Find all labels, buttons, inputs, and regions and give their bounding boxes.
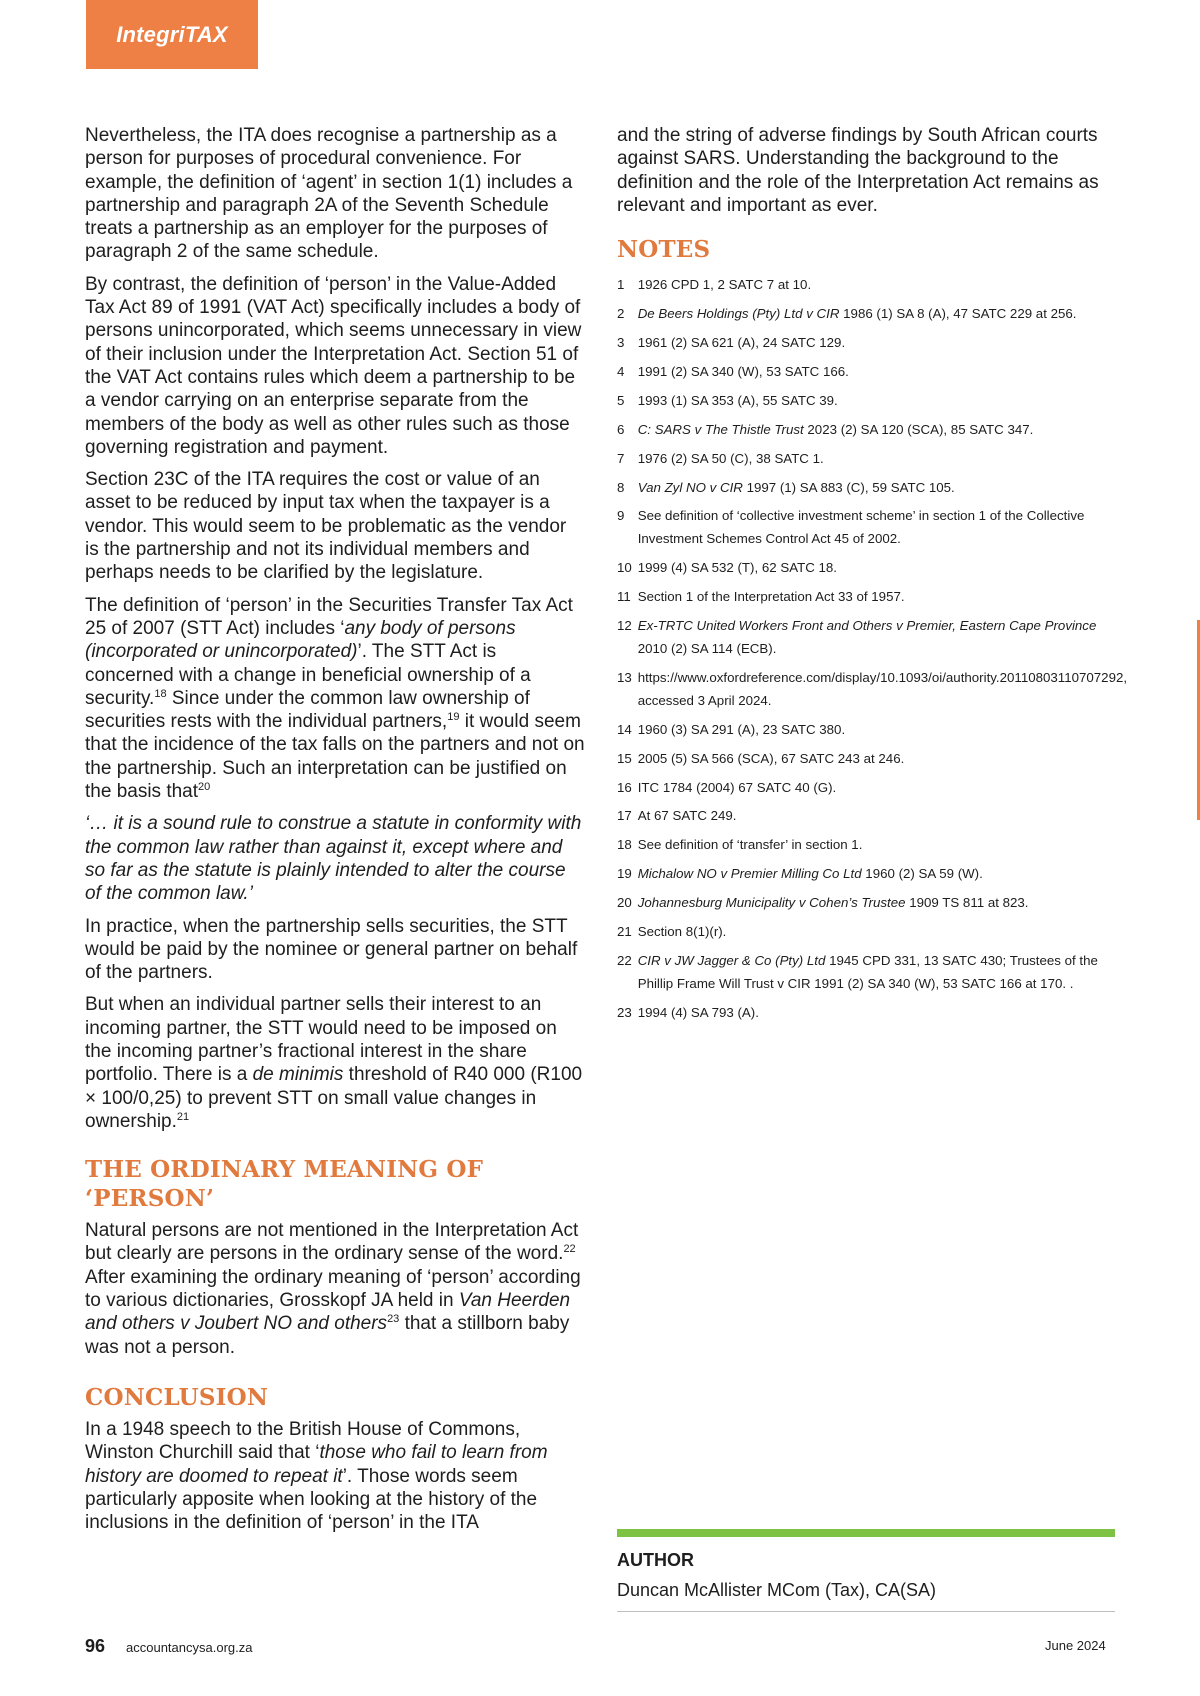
author-underline xyxy=(617,1611,1115,1612)
footer-date: June 2024 xyxy=(1045,1638,1106,1653)
section-heading-ordinary-meaning: THE ORDINARY MEANING OF ‘PERSON’ xyxy=(85,1156,484,1213)
footnote-ref: 19 xyxy=(447,711,460,724)
text-run-italic: those who fail to learn from history are doomed to repeat it xyxy=(85,1442,548,1487)
note-item xyxy=(617,719,1117,742)
note-text xyxy=(638,719,1117,742)
note-number: 6 xyxy=(617,421,625,437)
note-number: 4 xyxy=(617,363,625,379)
note-citation: https://www.oxfordreference.com/display/10.1093/oi/authority.20110803110707292, accessed 3 April 2024. xyxy=(637,669,1128,708)
text-run: ’. The STT Act is concerned with a change in beneficial ownership of a security. xyxy=(85,641,531,709)
note-number: 10 xyxy=(617,560,632,576)
note-text xyxy=(638,834,1117,857)
paragraph-natural-persons xyxy=(85,1219,585,1359)
text-run: After examining the ordinary meaning of ‘person’ according to various dictionaries, Grosskopf JA held in xyxy=(85,1266,581,1312)
note-citation: 1926 CPD 1, 2 SATC 7 at 10. xyxy=(637,277,812,293)
note-citation: 1961 (2) SA 621 (A), 24 SATC 129. xyxy=(637,335,846,350)
brand-logo-text: IntegriTAX xyxy=(116,21,228,47)
note-text xyxy=(638,892,1117,915)
text-run: Since under the common law ownership of securities rests with the individual partners, xyxy=(85,687,530,733)
note-item xyxy=(617,863,1117,886)
note-citation: See definition of ‘collective investment scheme’ in section 1 of the Collective Investment Schemes Control Act 45 of 2002. xyxy=(637,508,1085,547)
paragraph: By contrast, the definition of ‘person’ in the Value-Added Tax Act 89 of 1991 (VAT Act) specifically includes a body of persons unincorporated, which seems unnecessary in view of their inclusion under the Interpretation Act. Section 51 of the VAT Act contains rules which deem a partnership to be a vendor carrying on an enterprise separate from the members of the body as well as other rules such as those governing registration and payment. xyxy=(85,273,582,458)
note-case-name: Michalow NO v Premier Milling Co Ltd xyxy=(637,866,862,882)
note-item xyxy=(617,586,1117,609)
note-citation: 1991 (2) SA 340 (W), 53 SATC 166. xyxy=(637,363,849,379)
text-run-italic: any body of persons (incorporated or unincorporated) xyxy=(85,617,516,663)
author-label: AUTHOR xyxy=(617,1550,694,1570)
note-citation: 1997 (1) SA 883 (C), 59 SATC 105. xyxy=(742,479,955,495)
page-number: 96 xyxy=(85,1636,106,1656)
note-text xyxy=(638,863,1117,886)
note-item xyxy=(617,777,1117,800)
note-number: 22 xyxy=(617,952,632,968)
note-text xyxy=(638,332,1117,355)
note-item xyxy=(617,805,1117,828)
text-run: ’. Those words seem particularly apposite when looking at the history of the inclusions in the definition of ‘person’ in the ITA xyxy=(85,1465,538,1534)
footnote-ref: 23 xyxy=(387,1313,400,1326)
note-item xyxy=(617,834,1117,857)
note-citation: At 67 SATC 249. xyxy=(637,808,737,824)
note-item xyxy=(617,390,1117,413)
note-case-name: Ex-TRTC United Workers Front and Others v Premier, Eastern Cape Province xyxy=(637,618,1097,634)
note-item xyxy=(617,892,1117,915)
note-item xyxy=(617,950,1117,996)
text-run: that a stillborn baby was not a person. xyxy=(85,1313,570,1358)
paragraph-churchill xyxy=(85,1418,585,1534)
note-case-name: CIR v JW Jagger & Co (Pty) Ltd xyxy=(637,952,826,968)
note-citation: 1986 (1) SA 8 (A), 47 SATC 229 at 256. xyxy=(839,306,1077,322)
note-text xyxy=(638,1002,1117,1025)
note-item xyxy=(617,303,1117,326)
note-item xyxy=(617,615,1117,661)
note-item xyxy=(617,332,1117,355)
note-number: 20 xyxy=(617,895,632,911)
note-item xyxy=(617,557,1117,580)
note-text xyxy=(638,777,1117,800)
note-item xyxy=(617,274,1117,297)
note-citation: 1993 (1) SA 353 (A), 55 SATC 39. xyxy=(637,392,838,408)
note-text xyxy=(638,361,1117,384)
note-item xyxy=(617,667,1128,713)
note-number: 18 xyxy=(617,837,632,853)
note-item xyxy=(617,477,1117,500)
note-number: 12 xyxy=(617,618,632,634)
right-column xyxy=(617,124,1128,1031)
footer-website: accountancysa.org.za xyxy=(126,1640,253,1655)
text-run: it would seem that the incidence of the tax falls on the partners and not on the partnership. Such an interpretation can be justified on the basis that xyxy=(85,711,585,803)
note-number: 9 xyxy=(617,508,625,524)
note-text xyxy=(638,274,1117,297)
text-run: The definition of ‘person’ in the Securities Transfer Tax Act 25 of 2007 (STT Act) includes ‘ xyxy=(85,594,573,639)
paragraph-threshold xyxy=(85,993,585,1133)
note-case-name: De Beers Holdings (Pty) Ltd v CIR xyxy=(637,306,840,322)
note-number: 1 xyxy=(617,277,625,293)
note-number: 5 xyxy=(617,392,625,408)
note-citation: ITC 1784 (2004) 67 SATC 40 (G). xyxy=(637,779,837,795)
paragraph-stt xyxy=(85,594,585,804)
paragraph: In practice, when the partnership sells securities, the STT would be paid by the nominee or general partner on behalf of the partners. xyxy=(85,915,578,984)
note-case-name: C: SARS v The Thistle Trust xyxy=(637,421,804,437)
note-text xyxy=(638,557,1117,580)
note-text xyxy=(638,950,1117,996)
note-number: 21 xyxy=(617,924,632,940)
note-text xyxy=(638,921,1117,944)
text-run: In a 1948 speech to the British House of Commons, Winston Churchill said that ‘ xyxy=(85,1418,521,1464)
note-number: 23 xyxy=(617,1004,632,1020)
footnote-ref: 18 xyxy=(154,687,167,700)
note-item xyxy=(617,448,1117,471)
note-citation: 1909 TS 811 at 823. xyxy=(905,895,1029,911)
note-number: 11 xyxy=(617,589,631,605)
note-item xyxy=(617,505,1117,551)
note-item xyxy=(617,1002,1117,1025)
note-citation: Section 8(1)(r). xyxy=(637,924,727,940)
note-citation: 1999 (4) SA 532 (T), 62 SATC 18. xyxy=(637,560,838,576)
note-text xyxy=(638,667,1127,713)
note-text xyxy=(638,805,1117,828)
section-heading-conclusion: CONCLUSION xyxy=(85,1383,269,1411)
notes-list xyxy=(617,274,1128,1024)
note-item xyxy=(617,419,1117,442)
note-text xyxy=(638,390,1117,413)
paragraph: Nevertheless, the ITA does recognise a partnership as a person for purposes of procedural convenience. For example, the definition of ‘agent’ in section 1(1) includes a partnership and paragraph 2A of the Seventh Schedule treats a partnership as an employer for the purposes of paragraph 2 of the same schedule. xyxy=(85,125,573,263)
footnote-ref: 20 xyxy=(198,781,211,794)
footnote-ref: 21 xyxy=(176,1110,190,1123)
note-citation: 1960 (3) SA 291 (A), 23 SATC 380. xyxy=(637,721,846,737)
note-text xyxy=(638,477,1117,500)
note-number: 16 xyxy=(617,779,632,795)
note-citation: 2010 (2) SA 114 (ECB). xyxy=(637,640,777,656)
note-number: 2 xyxy=(617,306,625,322)
author-name: Duncan McAllister MCom (Tax), CA(SA) xyxy=(617,1580,937,1600)
note-number: 17 xyxy=(617,808,632,824)
text-run: But when an individual partner sells their interest to an incoming partner, the STT would need to be imposed on the incoming partner’s fractional interest in the share portfolio. There is a xyxy=(85,994,557,1086)
note-text xyxy=(638,748,1117,771)
note-citation: 1976 (2) SA 50 (C), 38 SATC 1. xyxy=(637,450,824,466)
note-citation: Section 1 of the Interpretation Act 33 of 1957. xyxy=(637,589,905,605)
author-divider xyxy=(617,1529,1115,1537)
paragraph: Section 23C of the ITA requires the cost or value of an asset to be reduced by input tax when the taxpayer is a vendor. This would seem to be problematic as the vendor is the partnership and not its individual members and perhaps needs to be clarified by the legislature. xyxy=(85,469,567,584)
note-number: 7 xyxy=(617,450,625,466)
text-run: Natural persons are not mentioned in the Interpretation Act but clearly are persons in the ordinary sense of the word. xyxy=(85,1220,579,1265)
block-quote: ‘… it is a sound rule to construe a statute in conformity with the common law rather than against it, except where and so far as the statute is plainly intended to alter the course of the common law.’ xyxy=(85,813,582,905)
note-case-name: Van Zyl NO v CIR xyxy=(637,479,743,495)
footnote-ref: 22 xyxy=(563,1243,576,1256)
note-item xyxy=(617,921,1117,944)
text-run-italic: de minimis xyxy=(252,1064,344,1086)
note-number: 19 xyxy=(617,866,632,882)
left-column xyxy=(85,124,585,1543)
note-case-name: Johannesburg Municipality v Cohen’s Trustee xyxy=(637,895,906,911)
note-item xyxy=(617,361,1117,384)
note-item xyxy=(617,748,1117,771)
note-number: 14 xyxy=(617,721,632,737)
note-text xyxy=(638,505,1117,551)
note-citation: 2023 (2) SA 120 (SCA), 85 SATC 347. xyxy=(803,421,1034,437)
note-citation: 2005 (5) SA 566 (SCA), 67 SATC 243 at 246. xyxy=(637,750,905,766)
note-number: 8 xyxy=(617,479,625,495)
notes-heading: NOTES xyxy=(617,236,711,264)
note-number: 15 xyxy=(617,750,632,766)
text-run: threshold of R40 000 (R100 × 100/0,25) to prevent STT on small value changes in ownership. xyxy=(85,1064,583,1132)
note-citation: 1994 (4) SA 793 (A). xyxy=(637,1004,759,1020)
note-citation: 1960 (2) SA 59 (W). xyxy=(861,866,983,882)
text-run-italic: Van Heerden and others v Joubert NO and others xyxy=(85,1290,571,1335)
note-text xyxy=(638,419,1117,442)
note-text xyxy=(638,448,1117,471)
note-number: 3 xyxy=(617,335,625,350)
note-citation: See definition of ‘transfer’ in section 1. xyxy=(637,837,863,853)
note-citation: 1945 CPD 331, 13 SATC 430; Trustees of the Phillip Frame Will Trust v CIR 1991 (2) SA 340 (W), 53 SATC 166 at 170. . xyxy=(637,952,1098,991)
paragraph-continued: and the string of adverse findings by South African courts against SARS. Understanding the background to the definition and the role of the Interpretation Act remains as relevant and important as ever. xyxy=(617,125,1099,216)
note-text xyxy=(638,615,1117,661)
note-text xyxy=(638,303,1117,326)
brand-logo xyxy=(86,0,258,69)
note-text xyxy=(638,586,1117,609)
note-number: 13 xyxy=(617,669,632,685)
